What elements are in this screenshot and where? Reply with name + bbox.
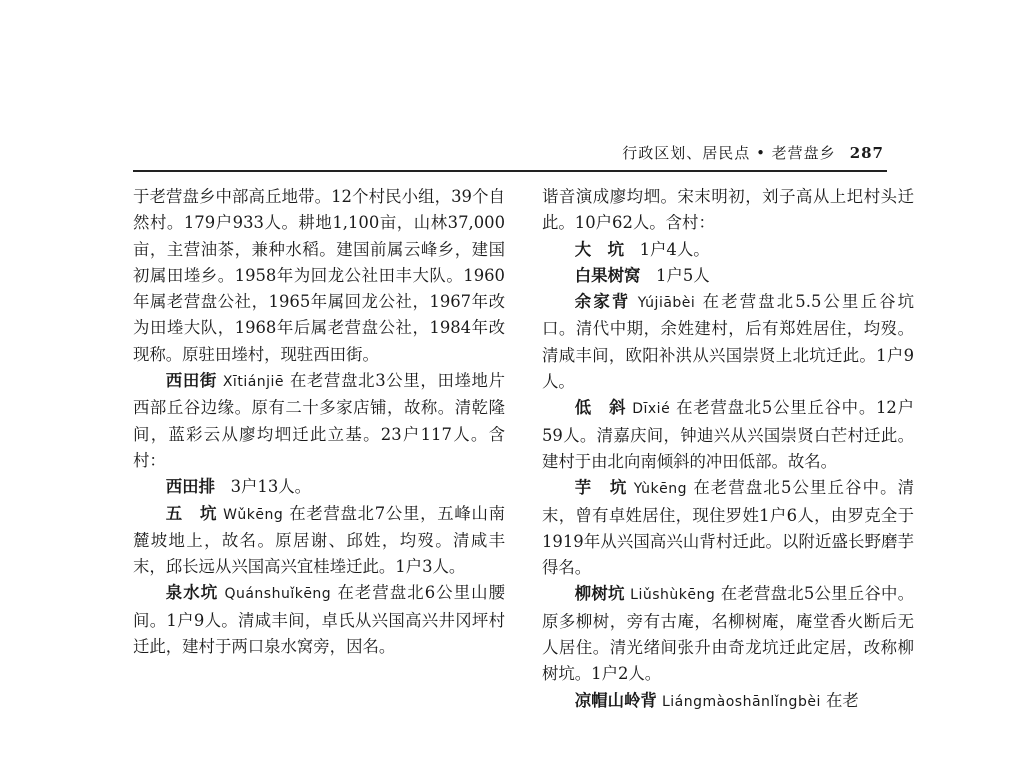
entry-term: 五 坑	[165, 503, 218, 523]
entry-term: 西田街	[165, 371, 217, 391]
entry-paragraph	[542, 237, 914, 263]
entry-paragraph	[133, 474, 505, 500]
entry-text: 1户4人。	[629, 239, 710, 259]
entry-paragraph	[133, 368, 505, 474]
entry-pinyin: Liángmàoshānlǐngbèi	[661, 693, 821, 710]
entry-text: 在老营盘北7公里，五峰山南麓坡地上，故名。原居谢、邱姓，均歿。清咸丰末，邱长远从兴国高兴宜桂堘迁此。1户3人。	[133, 503, 505, 577]
entry-text: 在老营盘北3公里，田堘地片西部丘谷边缘。原有二十多家店铺，故称。清乾隆间，蓝彩云从廖均垇迁此立基。23户117人。含村：	[133, 371, 505, 470]
entry-text: 在老营盘北5公里丘谷中。清末，曾有卓姓居住，现住罗姓1户6人，由罗克全于1919年从兴国高兴山背村迁此。以附近盛长野磨芋得名。	[542, 478, 914, 578]
entry-paragraph	[542, 475, 914, 581]
left-column	[133, 184, 505, 660]
entry-term: 柳树坑	[574, 584, 625, 604]
entry-pinyin: Dīxié	[632, 401, 671, 418]
entry-pinyin: Xītiánjiē	[222, 374, 285, 391]
entry-term: 凉帽山岭背	[574, 690, 657, 710]
entry-text: 在老营盘北5.5公里丘谷坑口。清代中期，余姓建村，后有郑姓居住，均歿。清咸丰间，欧阳补洪从兴国崇贤上北坑迁此。1户9人。	[542, 292, 914, 392]
right-column	[542, 184, 914, 715]
entry-paragraph	[542, 395, 914, 475]
header-rule	[133, 170, 887, 172]
entry-term: 白果树窝	[574, 265, 641, 285]
entry-paragraph	[542, 289, 914, 395]
entry-term: 芋 坑	[574, 478, 628, 498]
continuation-paragraph	[542, 184, 914, 237]
entry-pinyin: Liǔshùkēng	[630, 587, 716, 604]
entry-text: 谐音演成廖均垇。宋末明初，刘子高从上圯村头迁此。10户62人。含村：	[542, 187, 914, 233]
entry-pinyin: Wǔkēng	[223, 506, 284, 523]
entry-text: 在老营盘北5公里丘谷中。12户59人。清嘉庆间，钟迪兴从兴国崇贤白芒村迁此。建村于由北向南倾斜的冲田低部。故名。	[542, 398, 914, 471]
entry-text: 1户5人	[645, 265, 710, 285]
entry-pinyin: Yújiābèi	[637, 295, 696, 312]
entry-paragraph	[133, 580, 505, 660]
entry-paragraph	[542, 688, 914, 715]
entry-text: 于老营盘乡中部高丘地带。12个村民小组，39个自然村。179户933人。耕地1,100亩，山林37,000亩，主营油茶，兼种水稻。建国前属云峰乡，建国初属田堘乡。1958年为回龙公社田丰大队。1960年属老营盘公社，1965年属回龙公社，1967年改为田堘大队，1968年后属老营盘公社，1984年改现称。原驻田堘村，现驻西田街。	[133, 187, 505, 364]
entry-term: 余家背	[574, 292, 631, 312]
entry-text: 在老营盘北6公里山腰间。1户9人。清咸丰间，卓氏从兴国高兴井冈坪村迁此，建村于两口泉水窝旁，因名。	[133, 583, 505, 657]
entry-paragraph	[542, 581, 914, 687]
page-number: 287	[849, 144, 884, 162]
entry-paragraph	[133, 501, 505, 581]
running-header	[622, 142, 884, 163]
entry-pinyin: Yùkēng	[633, 481, 688, 498]
entry-term: 大 坑	[574, 239, 624, 259]
continuation-paragraph	[133, 184, 505, 368]
entry-paragraph	[542, 263, 914, 289]
entry-term: 西田排	[165, 477, 215, 497]
entry-text: 在老	[826, 690, 859, 710]
entry-text: 3户13人。	[220, 477, 312, 497]
entry-text: 在老营盘北5公里丘谷中。原多柳树，旁有古庵，名柳树庵，庵堂香火断后无人居住。清光绪间张升由奇龙坑迁此定居，改称柳树坑。1户2人。	[542, 584, 915, 684]
entry-term: 低 斜	[574, 398, 627, 418]
entry-pinyin: Quánshuǐkēng	[224, 586, 332, 603]
header-title: 行政区划、居民点 • 老营盘乡	[622, 144, 836, 162]
entry-term: 泉水坑	[165, 583, 219, 603]
